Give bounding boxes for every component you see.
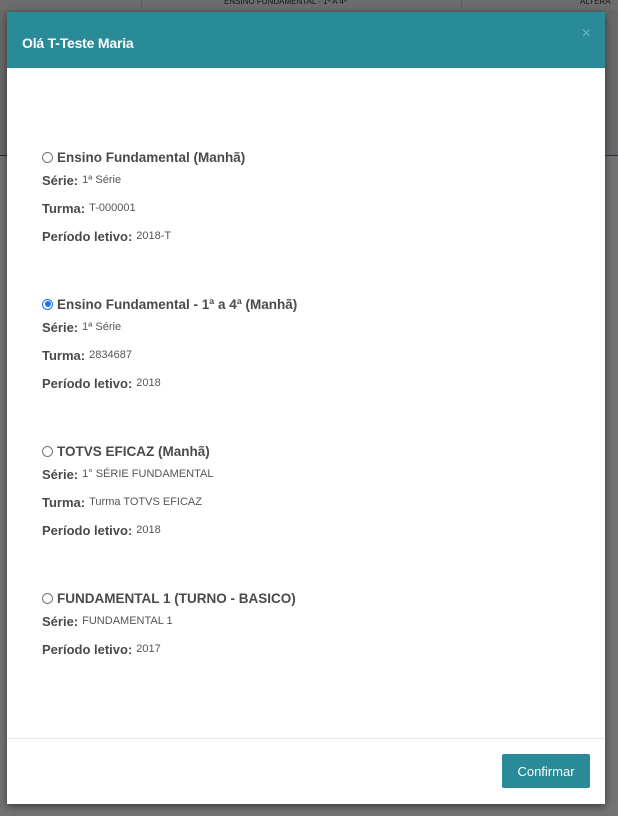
close-icon[interactable]: × [581,25,591,42]
modal-body [7,68,605,739]
field-label: Turma: [42,347,86,363]
periodo-field [42,369,582,397]
enrollment-option[interactable] [42,589,582,663]
field-label: Período letivo: [42,228,133,244]
modal-title: Olá T-Teste Maria [22,35,134,51]
field-value: 2018 [136,377,161,389]
option-name[interactable]: TOTVS EFICAZ (Manhã) [57,443,210,459]
turma-field [42,194,582,222]
field-label: Turma: [42,494,86,510]
select-enrollment-modal [7,12,605,804]
serie-field [42,313,582,341]
turma-field [42,341,582,369]
enrollment-option[interactable] [42,442,582,544]
serie-field [42,460,582,488]
field-value: Turma TOTVS EFICAZ [89,496,202,508]
field-label: Período letivo: [42,375,133,391]
radio-button[interactable] [42,299,53,310]
field-value: 1ª Série [82,174,122,186]
field-label: Série: [42,172,79,188]
option-header[interactable] [42,442,582,460]
field-label: Série: [42,613,79,629]
field-value: FUNDAMENTAL 1 [82,615,173,627]
modal-footer [7,738,605,804]
periodo-field [42,635,582,663]
option-header[interactable] [42,589,582,607]
radio-button[interactable] [42,152,53,163]
option-name[interactable]: Ensino Fundamental - 1ª a 4ª (Manhã) [57,296,298,312]
radio-button[interactable] [42,446,53,457]
periodo-field [42,222,582,250]
field-label: Série: [42,319,79,335]
field-label: Série: [42,466,79,482]
option-name[interactable]: Ensino Fundamental (Manhã) [57,149,246,165]
modal-header [7,12,605,68]
serie-field [42,607,582,635]
periodo-field [42,516,582,544]
option-header[interactable] [42,295,582,313]
option-name[interactable]: FUNDAMENTAL 1 (TURNO - BASICO) [57,590,296,606]
enrollment-option[interactable] [42,148,582,250]
confirm-button[interactable]: Confirmar [502,754,590,788]
field-value: 1° SÉRIE FUNDAMENTAL [82,468,214,480]
field-value: 2018-T [136,230,172,242]
field-label: Período letivo: [42,522,133,538]
turma-field [42,488,582,516]
field-label: Turma: [42,200,86,216]
enrollment-option[interactable] [42,295,582,397]
field-value: 2018 [136,524,161,536]
field-label: Período letivo: [42,641,133,657]
option-header[interactable] [42,148,582,166]
field-value: 2834687 [89,349,132,361]
field-value: T-000001 [89,202,136,214]
field-value: 2017 [136,643,161,655]
field-value: 1ª Série [82,321,122,333]
serie-field [42,166,582,194]
radio-button[interactable] [42,593,53,604]
